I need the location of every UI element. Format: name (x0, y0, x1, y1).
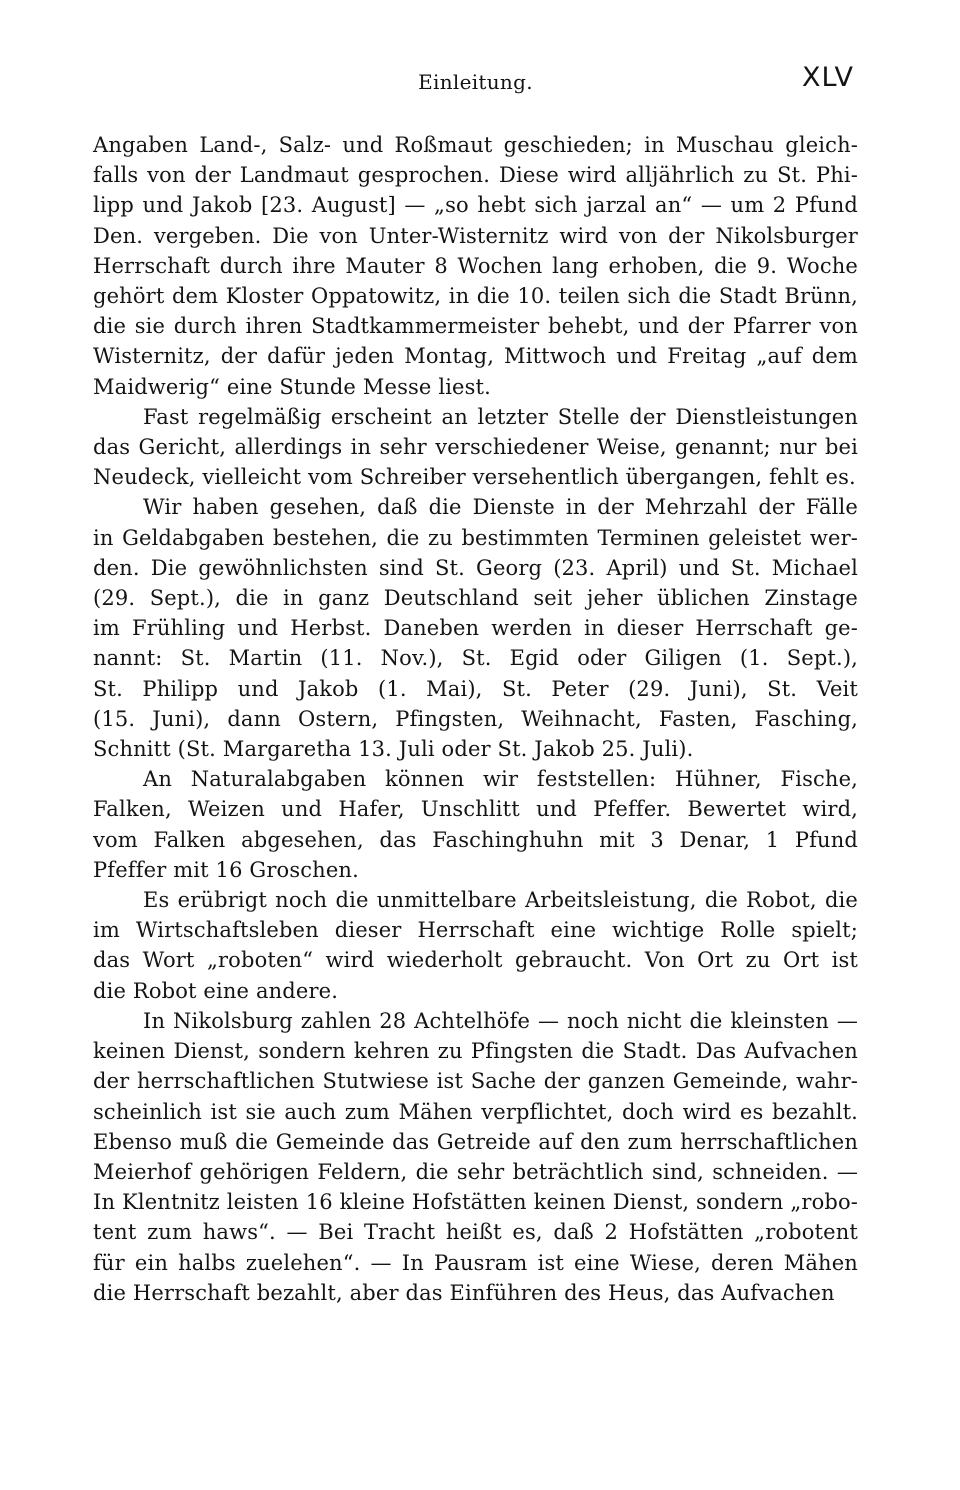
text-line: Ebenso muß die Gemeinde das Getreide auf den zum herrschaftlichen (93, 1129, 858, 1154)
text-line: gehört dem Kloster Oppatowitz, in die 10. teilen sich die Stadt Brünn, (93, 284, 858, 309)
text-line: In Nikolsburg zahlen 28 Achtelhöfe — noch nicht die kleinsten — (143, 1008, 858, 1033)
text-line: Schnitt (St. Margaretha 13. Juli oder St. Jakob 25. Juli). (93, 737, 694, 762)
text-line: keinen Dienst, sondern kehren zu Pfingsten die Stadt. Das Aufvachen (93, 1039, 858, 1064)
text-line: im Wirtschaftsleben dieser Herrschaft eine wichtige Rolle spielt; (93, 918, 858, 943)
text-line: für ein halbs zuelehen“. — In Pausram ist eine Wiese, deren Mähen (93, 1250, 858, 1275)
text-line: das Gericht, allerdings in sehr verschiedener Weise, genannt; nur bei (93, 435, 858, 460)
text-line: nannt: St. Martin (11. Nov.), St. Egid oder Giligen (1. Sept.), (93, 646, 858, 671)
page-number: XLV (801, 62, 854, 93)
paragraph (93, 764, 858, 885)
text-line: die Robot eine andere. (93, 978, 339, 1003)
running-title: Einleitung. (418, 70, 533, 94)
text-line: der herrschaftlichen Stutwiese ist Sache der ganzen Gemeinde, wahr- (93, 1069, 858, 1094)
text-line: in Geldabgaben bestehen, die zu bestimmten Terminen geleistet wer- (93, 525, 858, 550)
text-line: An Naturalabgaben können wir feststellen: Hühner, Fische, (143, 767, 858, 792)
text-line: Pfeffer mit 16 Groschen. (93, 857, 359, 882)
text-line: St. Philipp und Jakob (1. Mai), St. Peter (29. Juni), St. Veit (93, 676, 858, 701)
body-text (93, 130, 858, 1308)
text-line: Den. vergeben. Die von Unter-Wisternitz wird von der Nikolsburger (93, 223, 858, 248)
text-line: Herrschaft durch ihre Mauter 8 Wochen lang erhoben, die 9. Woche (93, 253, 858, 278)
text-line: die Herrschaft bezahlt, aber das Einführen des Heus, das Aufvachen (93, 1280, 835, 1305)
text-line: Es erübrigt noch die unmittelbare Arbeitsleistung, die Robot, die (143, 888, 858, 913)
text-line: Falken, Weizen und Hafer, Unschlitt und Pfeffer. Bewertet wird, (93, 797, 858, 822)
text-line: Meierhof gehörigen Feldern, die sehr beträchtlich sind, schneiden. — (93, 1159, 858, 1184)
paragraph (93, 885, 858, 1006)
book-page (93, 58, 858, 1308)
text-line: Fast regelmäßig erscheint an letzter Stelle der Dienstleistungen (143, 404, 858, 429)
text-line: Angaben Land-, Salz- und Roßmaut geschieden; in Muschau gleich- (93, 133, 858, 157)
text-line: vom Falken abgesehen, das Faschinghuhn mit 3 Denar, 1 Pfund (93, 827, 858, 852)
paragraph (93, 492, 858, 764)
page-header (93, 58, 858, 100)
text-line: Wisternitz, der dafür jeden Montag, Mittwoch und Freitag „auf dem (93, 344, 858, 369)
text-line: falls von der Landmaut gesprochen. Diese wird alljährlich zu St. Phi- (93, 163, 858, 188)
text-line: (29. Sept.), die in ganz Deutschland seit jeher üblichen Zinstage (93, 586, 858, 611)
paragraph (93, 1006, 858, 1308)
text-line: tent zum haws“. — Bei Tracht heißt es, daß 2 Hofstätten „robotent (93, 1220, 858, 1245)
text-line: Maidwerig“ eine Stunde Messe liest. (93, 374, 491, 399)
paragraph (93, 130, 858, 402)
text-line: lipp und Jakob [23. August] — „so hebt sich jarzal an“ — um 2 Pfund (93, 193, 858, 218)
text-line: den. Die gewöhnlichsten sind St. Georg (23. April) und St. Michael (93, 555, 858, 580)
text-line: In Klentnitz leisten 16 kleine Hofstätten keinen Dienst, sondern „robo- (93, 1190, 858, 1215)
text-line: die sie durch ihren Stadtkammermeister behebt, und der Pfarrer von (93, 314, 858, 339)
text-line: scheinlich ist sie auch zum Mähen verpflichtet, doch wird es bezahlt. (93, 1099, 858, 1124)
text-line: Neudeck, vielleicht vom Schreiber versehentlich übergangen, fehlt es. (93, 465, 856, 490)
text-line: (15. Juni), dann Ostern, Pfingsten, Weihnacht, Fasten, Fasching, (93, 706, 858, 731)
text-line: das Wort „roboten“ wird wiederholt gebraucht. Von Ort zu Ort ist (93, 948, 858, 973)
text-line: Wir haben gesehen, daß die Dienste in der Mehrzahl der Fälle (143, 495, 858, 520)
paragraph (93, 402, 858, 493)
text-line: im Frühling und Herbst. Daneben werden in dieser Herrschaft ge- (93, 616, 858, 641)
